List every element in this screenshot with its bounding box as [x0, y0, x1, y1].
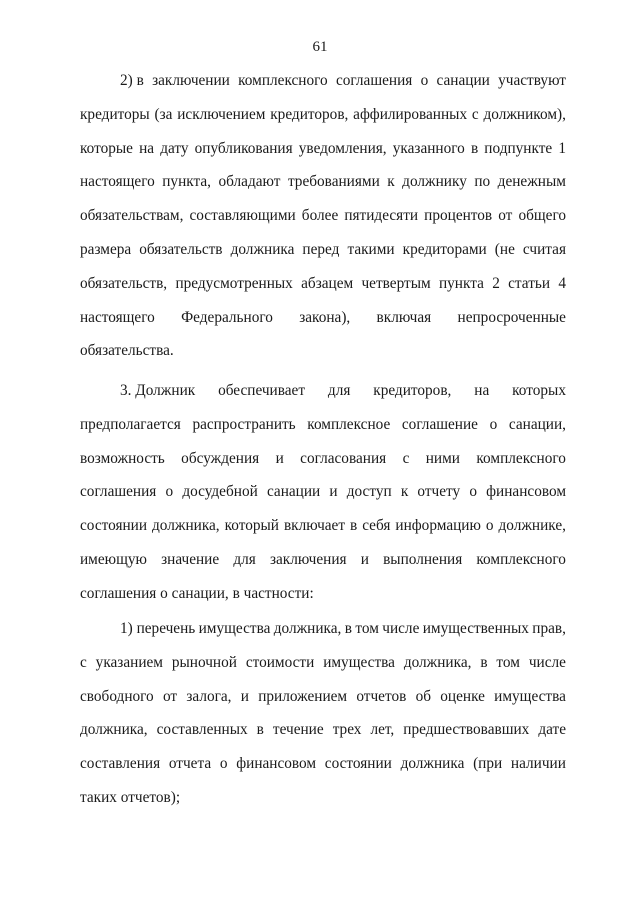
word: должника,	[80, 721, 148, 739]
word: в	[480, 653, 488, 671]
word: для	[327, 382, 351, 399]
word: пункта	[438, 274, 484, 292]
text-line	[80, 550, 566, 584]
word: информацию	[395, 517, 481, 535]
word: санации,	[508, 415, 566, 433]
word: отчету	[417, 483, 461, 501]
word: с	[471, 105, 479, 123]
word: закона),	[299, 308, 351, 326]
word: перед	[302, 240, 340, 258]
word: о	[489, 415, 498, 433]
word: кредиторами	[402, 240, 487, 258]
word: 3. Должник	[120, 382, 196, 399]
word: себя	[362, 517, 391, 535]
text-line	[80, 139, 566, 173]
word: санации	[436, 72, 490, 89]
word: течение	[272, 721, 324, 739]
word: числе	[382, 620, 420, 637]
word: составления	[80, 755, 161, 773]
word: для	[233, 550, 256, 568]
word: досудебной	[182, 483, 258, 501]
word: соглашения	[335, 72, 413, 89]
word: соглашения	[80, 483, 157, 501]
word: стоимости	[245, 653, 315, 671]
text-line	[80, 71, 566, 105]
word: на	[139, 139, 155, 157]
word: комплексного	[476, 449, 566, 467]
text-line	[80, 653, 566, 687]
text-line	[80, 206, 566, 240]
word: значение	[161, 550, 220, 568]
word: состоянии	[324, 755, 392, 773]
word: залога,	[186, 687, 232, 705]
word: включая	[376, 308, 432, 326]
text-line	[80, 720, 566, 754]
word: дате	[538, 721, 566, 739]
word: имущественных	[422, 620, 529, 637]
word: пункта,	[162, 173, 211, 191]
word: предусмотренных	[175, 274, 293, 292]
word: настоящего	[80, 308, 155, 326]
word: заключении	[152, 72, 230, 89]
word: дату	[160, 139, 189, 157]
word: о	[420, 72, 429, 89]
word: требованиями	[287, 173, 380, 191]
word: статьи	[508, 274, 551, 292]
word: должника,	[273, 620, 342, 637]
word: непросроченные	[457, 308, 566, 326]
word: и	[360, 550, 369, 568]
word: пятидесяти	[344, 207, 419, 225]
word: подпункте	[484, 139, 553, 157]
word: о	[219, 755, 228, 773]
word: с	[402, 449, 410, 467]
word: предшествовавших	[403, 721, 530, 739]
text-line	[80, 240, 566, 274]
text-line	[80, 449, 566, 483]
word: распространить	[192, 415, 296, 433]
word: отчетов	[356, 687, 407, 705]
word: должника	[230, 240, 295, 258]
text-line	[80, 381, 566, 415]
word: такими	[347, 240, 395, 258]
word: финансовом	[486, 483, 566, 501]
word: составляющими	[189, 207, 296, 225]
word: числе	[528, 653, 566, 671]
page-number: 61	[312, 39, 328, 55]
word: процентов	[424, 207, 493, 225]
word: включает	[283, 517, 346, 535]
word: трех	[332, 721, 362, 739]
word: оценке	[440, 687, 485, 705]
word: указанного	[392, 139, 465, 157]
word: комплексное	[307, 415, 391, 433]
word: и	[240, 687, 249, 705]
word: должника,	[403, 653, 472, 671]
paragraph-2-creditors	[80, 71, 566, 375]
word: наличии	[510, 755, 566, 773]
word: должника,	[152, 517, 220, 535]
word: состоянии	[80, 517, 148, 535]
text-line	[80, 516, 566, 550]
word: и	[329, 483, 338, 501]
word: обязательствам,	[80, 207, 184, 225]
text-line	[80, 482, 566, 516]
paragraph-3-1-property-list	[80, 619, 566, 822]
word: лет,	[370, 721, 395, 739]
word: прав,	[532, 620, 566, 637]
word: размера	[80, 240, 132, 258]
word: соглашения о санации, в частности:	[80, 584, 314, 602]
word: участвуют	[498, 72, 566, 89]
word: Федерального	[181, 308, 273, 326]
word: общего	[518, 207, 566, 225]
word: денежным	[497, 173, 566, 191]
word: считая	[522, 240, 566, 258]
word: 4	[558, 274, 566, 292]
word: от	[498, 207, 513, 225]
word: (за	[154, 105, 173, 123]
word: соглашение	[401, 415, 478, 433]
text-line	[80, 619, 566, 653]
word: должнику	[402, 173, 467, 191]
word: приложением	[258, 687, 348, 705]
word: 1) перечень	[120, 620, 196, 637]
word: обсуждения	[181, 449, 260, 467]
word: должником),	[483, 105, 566, 123]
word: том	[355, 620, 379, 637]
word: обеспечивает	[218, 382, 306, 399]
word: указанием	[95, 653, 163, 671]
word: таких отчетов);	[80, 788, 181, 806]
word: уведомления,	[298, 139, 387, 157]
word: том	[496, 653, 520, 671]
word: обладают	[218, 173, 281, 191]
word: доступ	[346, 483, 392, 501]
word: обязательств	[139, 240, 223, 258]
word: имеющую	[80, 550, 147, 568]
word: имущества	[198, 620, 271, 637]
word: четвертым	[361, 274, 431, 292]
word: абзацем	[301, 274, 354, 292]
word: на	[474, 382, 490, 399]
text-line	[80, 172, 566, 206]
word: с	[80, 653, 87, 671]
word: санации	[266, 483, 321, 501]
word: и	[275, 449, 284, 467]
word: о	[165, 483, 174, 501]
text-line	[80, 584, 566, 618]
word: согласования	[300, 449, 387, 467]
word: опубликования	[194, 139, 293, 157]
text-line	[80, 105, 566, 139]
word: которые	[80, 139, 133, 157]
word: заключения	[269, 550, 347, 568]
text-line	[80, 687, 566, 721]
word: по	[474, 173, 491, 191]
text-line	[80, 754, 566, 788]
word: об	[415, 687, 432, 705]
word: предполагается	[80, 415, 181, 433]
word: к	[387, 173, 395, 191]
paragraph-3-debtor-obligations	[80, 381, 566, 618]
word: выполнения	[383, 550, 463, 568]
word: должника	[400, 755, 465, 773]
word: о	[469, 483, 477, 501]
word: в	[350, 517, 358, 535]
word: свободного	[80, 687, 154, 705]
word: 2	[492, 274, 500, 292]
word: кредиторы	[80, 105, 150, 123]
word: к	[400, 483, 409, 501]
word: 1	[558, 139, 566, 157]
word: отчета	[168, 755, 212, 773]
word: возможность	[80, 449, 165, 467]
word: в	[344, 620, 352, 637]
word: аффилированных	[353, 105, 468, 123]
word: имущества	[494, 687, 566, 705]
word: обязательства.	[80, 342, 174, 360]
word: имущества	[323, 653, 395, 671]
text-line	[80, 274, 566, 308]
word: о	[485, 517, 494, 535]
word: 2) в	[120, 72, 144, 89]
word: составленных	[156, 721, 248, 739]
text-line	[80, 308, 566, 342]
word: исключением	[177, 105, 266, 123]
word: настоящего	[80, 173, 155, 191]
word: ними	[425, 449, 460, 467]
word: (при	[473, 755, 503, 773]
word: в	[256, 721, 264, 739]
text-line	[80, 788, 566, 822]
word: кредиторов,	[270, 105, 349, 123]
word: (не	[494, 240, 515, 258]
word: который	[224, 517, 279, 535]
word: более	[301, 207, 339, 225]
word: в	[470, 139, 479, 157]
word: от	[162, 687, 178, 705]
word: обязательств,	[80, 274, 168, 292]
text-line	[80, 341, 566, 375]
word: рыночной	[171, 653, 237, 671]
text-line	[80, 415, 566, 449]
word: кредиторов,	[373, 382, 452, 399]
word: комплексного	[238, 72, 328, 89]
word: которых	[512, 382, 566, 399]
word: должнике,	[498, 517, 566, 535]
word: финансовом	[236, 755, 317, 773]
word: комплексного	[476, 550, 566, 568]
